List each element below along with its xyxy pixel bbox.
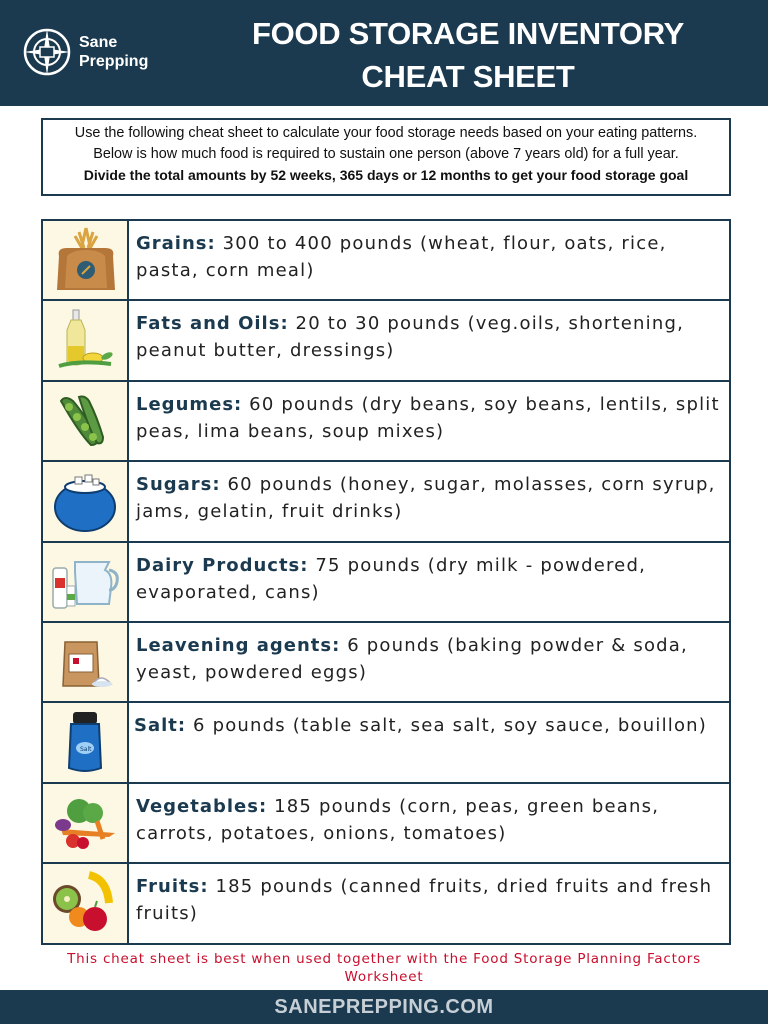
intro-line-3: Divide the total amounts by 52 weeks, 365 days or 12 months to get your food storage goal bbox=[83, 167, 689, 183]
table-row-fruits bbox=[43, 864, 729, 942]
brand-line-2: Prepping bbox=[79, 53, 149, 70]
icon-cell bbox=[43, 784, 129, 862]
category-label: Salt: bbox=[134, 715, 187, 737]
item-text bbox=[129, 221, 729, 299]
baking-powder-icon bbox=[49, 628, 123, 696]
brand-line-1: Sane bbox=[79, 34, 118, 51]
intro-line-1: Use the following cheat sheet to calculate your food storage needs based on your eating patterns. bbox=[74, 125, 698, 141]
icon-cell bbox=[43, 221, 129, 299]
icon-cell bbox=[43, 382, 129, 460]
category-detail: 185 pounds (corn, peas, green beans, carrots, potatoes, onions, tomatoes) bbox=[136, 795, 660, 844]
category-detail: 75 pounds (dry milk - powdered, evaporated, cans) bbox=[136, 554, 647, 603]
sugar-pot-icon bbox=[49, 467, 123, 535]
milk-jug-icon bbox=[49, 548, 123, 616]
vegetables-icon bbox=[49, 789, 123, 857]
item-text bbox=[129, 703, 729, 781]
category-label: Fats and Oils: bbox=[136, 313, 289, 335]
icon-cell bbox=[43, 703, 129, 781]
icon-cell bbox=[43, 462, 129, 540]
title-line-2: CHEAT SHEET bbox=[361, 59, 575, 94]
category-label: Fruits: bbox=[136, 876, 209, 898]
title-line-1: FOOD STORAGE INVENTORY bbox=[251, 16, 685, 51]
category-detail: 60 pounds (honey, sugar, molasses, corn syrup, jams, gelatin, fruit drinks) bbox=[136, 474, 716, 523]
salt-shaker-icon bbox=[49, 708, 123, 776]
table-row-dairy bbox=[43, 543, 729, 621]
category-detail: 300 to 400 pounds (wheat, flour, oats, rice, pasta, corn meal) bbox=[136, 233, 667, 281]
footnote: This cheat sheet is best when used together with the Food Storage Planning Factors Worksheet bbox=[67, 951, 701, 985]
icon-cell bbox=[43, 623, 129, 701]
intro-line-2: Below is how much food is required to sustain one person (above 7 years old) for a full year. bbox=[93, 146, 679, 162]
category-detail: 6 pounds (table salt, sea salt, soy sauce, bouillon) bbox=[186, 715, 708, 737]
inventory-table bbox=[41, 219, 731, 945]
item-text bbox=[129, 382, 729, 460]
fruits-icon bbox=[49, 869, 123, 937]
item-text bbox=[129, 864, 729, 942]
table-row-vegetables bbox=[43, 784, 729, 862]
table-row-leavening bbox=[43, 623, 729, 701]
intro-box bbox=[41, 118, 731, 196]
table-row-salt bbox=[43, 703, 729, 781]
icon-cell bbox=[43, 864, 129, 942]
item-text bbox=[129, 623, 729, 701]
category-label: Dairy Products: bbox=[136, 554, 309, 576]
category-detail: 20 to 30 pounds (veg.oils, shortening, peanut butter, dressings) bbox=[136, 313, 685, 362]
category-label: Legumes: bbox=[136, 393, 243, 415]
icon-cell bbox=[43, 543, 129, 621]
grain-sack-icon bbox=[49, 226, 123, 294]
pea-pod-icon bbox=[49, 387, 123, 455]
category-label: Grains: bbox=[136, 233, 216, 254]
footer-url: SANEPREPPING.COM bbox=[274, 996, 494, 1018]
table-row-legumes bbox=[43, 382, 729, 460]
svg-text:Salt: Salt bbox=[80, 746, 92, 754]
category-detail: 6 pounds (baking powder & soda, yeast, powdered eggs) bbox=[136, 635, 688, 683]
category-detail: 185 pounds (canned fruits, dried fruits and fresh fruits) bbox=[136, 876, 713, 925]
table-row-sugars bbox=[43, 462, 729, 540]
icon-cell bbox=[43, 301, 129, 379]
oil-bottle-icon bbox=[49, 306, 123, 374]
category-label: Sugars: bbox=[136, 474, 221, 496]
item-text bbox=[129, 301, 729, 379]
brand-name bbox=[79, 33, 148, 71]
table-row-grains bbox=[43, 221, 729, 299]
page-title bbox=[190, 12, 746, 98]
item-text bbox=[129, 462, 729, 540]
table-row-fats-oils bbox=[43, 301, 729, 379]
header-banner bbox=[0, 0, 768, 106]
category-label: Vegetables: bbox=[136, 795, 268, 817]
category-label: Leavening agents: bbox=[136, 635, 341, 656]
footer-banner bbox=[0, 990, 768, 1024]
item-text bbox=[129, 543, 729, 621]
item-text bbox=[129, 784, 729, 862]
compass-logo-icon bbox=[22, 27, 72, 77]
category-detail: 60 pounds (dry beans, soy beans, lentils, split peas, lima beans, soup mixes) bbox=[136, 393, 720, 442]
